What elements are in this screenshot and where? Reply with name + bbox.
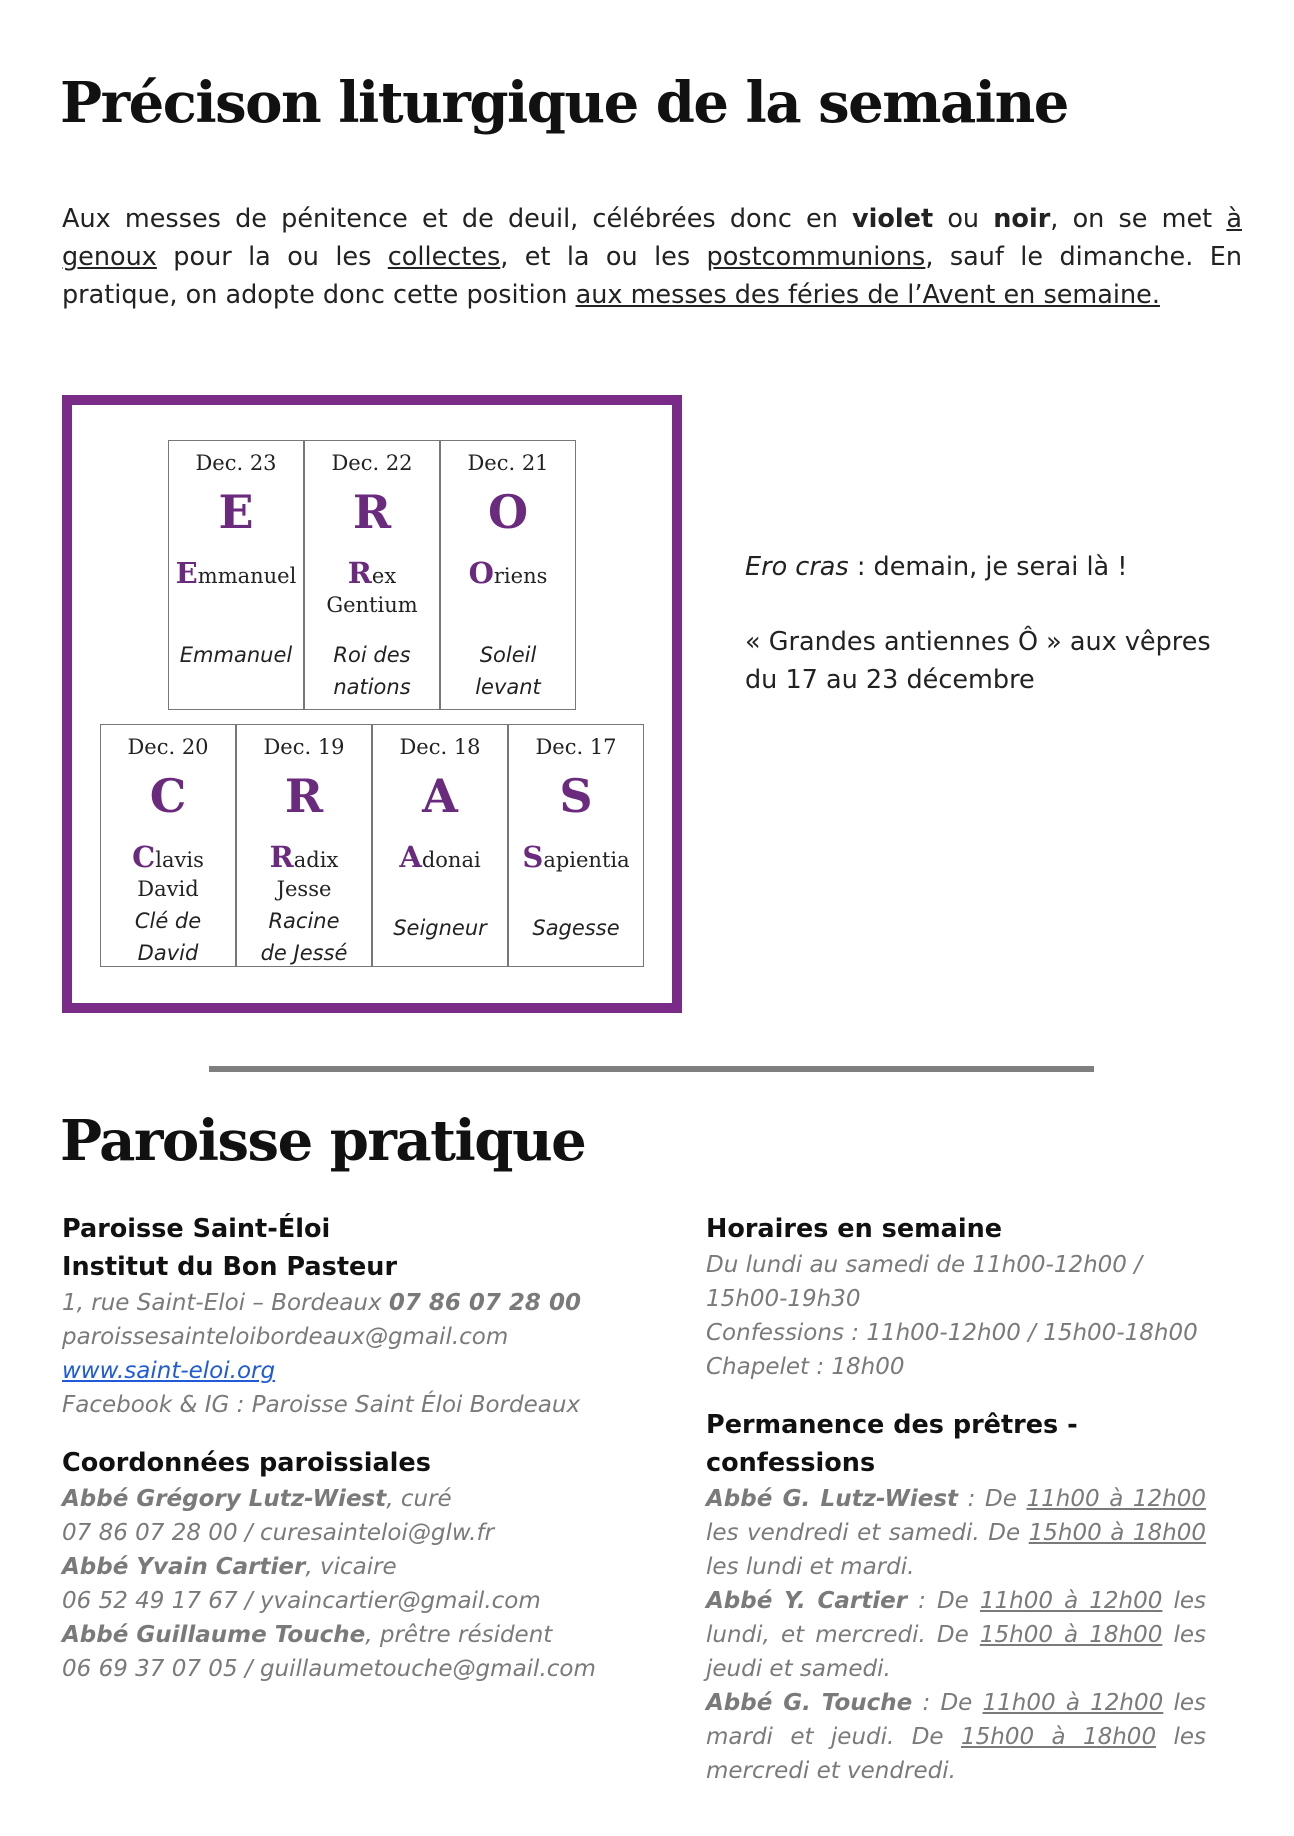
permanence-list	[706, 1482, 1206, 1788]
website-link[interactable]: www.saint-eloi.org	[62, 1358, 276, 1384]
antiphon-translation	[441, 639, 575, 703]
parish-email: paroissesainteloibordeaux@gmail.com	[62, 1324, 509, 1350]
page-title: Précison liturgique de la semaine	[60, 70, 1068, 136]
o-antiphons-figure	[62, 395, 682, 1013]
permanence-slot: 11h00 à 12h00	[979, 1588, 1163, 1614]
feries-keyword: aux messes des féries de l’Avent en semaine.	[575, 280, 1160, 310]
antiphon-latin-name-line2: David	[137, 877, 199, 901]
institute-name: Institut du Bon Pasteur	[62, 1252, 398, 1282]
permanence-slot: 15h00 à 18h00	[960, 1724, 1157, 1750]
antiphon-translation-line: Roi des	[333, 643, 411, 667]
antiphon-latin-name-line2: Gentium	[326, 593, 418, 617]
antiphon-translation-line: Racine	[268, 909, 340, 933]
antiphon-date: Dec. 18	[399, 735, 481, 759]
antiphon-name-rest: apientia	[543, 848, 630, 872]
ero-cras-text: : demain, je serai là !	[848, 552, 1128, 582]
antiphon-latin-name	[101, 840, 235, 875]
hours-list	[706, 1248, 1206, 1384]
antiphon-translation-line: Seigneur	[393, 916, 487, 940]
contacts-list	[62, 1482, 662, 1686]
permanence-slot: 15h00 à 18h00	[1028, 1520, 1207, 1546]
permanence-entry	[706, 1584, 1206, 1686]
parish-phone: 07 86 07 28 00	[388, 1290, 581, 1316]
antiphon-letter: E	[218, 485, 254, 539]
antiphon-cell	[304, 440, 440, 710]
noir-keyword: noir	[993, 204, 1051, 234]
permanence-text: les mardi et jeudi. De	[706, 1690, 1207, 1750]
permanence-text: : De	[958, 1486, 1027, 1512]
permanence-text: les lundi, et mercredi. De	[706, 1588, 1206, 1648]
antiphon-cell	[168, 440, 304, 710]
permanence-entry	[706, 1686, 1206, 1788]
priest-name: Abbé G. Touche	[706, 1690, 913, 1716]
ero-cras-italic: Ero cras	[745, 552, 849, 582]
antiphon-letter: R	[352, 485, 392, 539]
permanence-entry	[706, 1482, 1206, 1584]
antiphon-cell	[508, 724, 644, 967]
permanence-text: : De	[907, 1588, 980, 1614]
contact-entry	[62, 1618, 662, 1652]
antiphon-date: Dec. 23	[195, 451, 277, 475]
antiphon-letter: A	[422, 769, 458, 823]
antiphon-letter: R	[284, 769, 324, 823]
antiphon-translation-line: levant	[475, 675, 541, 699]
intro-text: , sauf le dimanche. En pratique, on adopte donc cette position	[62, 242, 1242, 310]
antiphon-date: Dec. 20	[127, 735, 209, 759]
antiphon-translation	[305, 639, 439, 703]
parish-info-column	[62, 1210, 662, 1686]
hours-title: Horaires en semaine	[706, 1214, 1003, 1244]
antiphon-latin-name	[169, 556, 303, 591]
section-divider	[209, 1066, 1094, 1072]
contact-name: Abbé Guillaume Touche	[62, 1622, 366, 1648]
contact-entry	[62, 1482, 662, 1516]
schedule-column	[706, 1210, 1206, 1788]
antiphon-date: Dec. 17	[535, 735, 617, 759]
hours-line: Chapelet : 18h00	[706, 1354, 905, 1380]
address: 1, rue Saint-Eloi – Bordeaux	[62, 1290, 389, 1316]
antiphon-letter: S	[559, 769, 593, 823]
antiphon-name-initial: E	[175, 556, 198, 590]
contact-role: , vicaire	[305, 1554, 397, 1580]
antiphon-date: Dec. 22	[331, 451, 413, 475]
contacts-title: Coordonnées paroissiales	[62, 1448, 431, 1478]
antiphon-cell	[440, 440, 576, 710]
ero-cras-caption	[745, 548, 1215, 586]
hours-line: Du lundi au samedi de 11h00-12h00 / 15h00-19h30	[706, 1252, 1143, 1312]
intro-text: pour la ou les	[156, 242, 388, 272]
contact-role: , prêtre résident	[365, 1622, 553, 1648]
contact-name: Abbé Grégory Lutz-Wiest	[62, 1486, 387, 1512]
antiphon-name-rest: lavis	[155, 848, 204, 872]
antiphon-letter: C	[149, 769, 187, 823]
antiphon-translation-line: Emmanuel	[179, 643, 293, 667]
antiphon-translation-line: de Jessé	[260, 941, 348, 965]
permanence-text: : De	[912, 1690, 983, 1716]
contact-details: 06 52 49 17 67 / yvaincartier@gmail.com	[62, 1588, 541, 1614]
antiphon-name-rest: mmanuel	[197, 564, 297, 588]
permanence-slot: 11h00 à 12h00	[982, 1690, 1164, 1716]
priest-name: Abbé Y. Cartier	[706, 1588, 908, 1614]
grandes-antiennes-caption: « Grandes antiennes Ô » aux vêpres du 17 au 23 décembre	[745, 627, 1211, 695]
contact-details: 06 69 37 07 05 / guillaumetouche@gmail.com	[62, 1656, 596, 1682]
antiphon-date: Dec. 21	[467, 451, 549, 475]
antiphon-translation	[373, 912, 507, 944]
antiphon-name-initial: A	[399, 840, 422, 874]
parish-name: Paroisse Saint-Éloi	[62, 1214, 331, 1244]
permanence-text: les vendredi et samedi. De	[706, 1520, 1029, 1546]
violet-keyword: violet	[852, 204, 934, 234]
contact-name: Abbé Yvain Cartier	[62, 1554, 306, 1580]
antiphon-translation	[509, 912, 643, 944]
collectes-keyword: collectes	[387, 242, 501, 272]
antiphon-translation-line: Sagesse	[532, 916, 620, 940]
permanence-text: les lundi et mardi.	[706, 1554, 915, 1580]
permanence-title: Permanence des prêtres - confessions	[706, 1410, 1078, 1478]
antiphon-name-initial: R	[269, 840, 294, 874]
antiphon-name-initial: O	[468, 556, 494, 590]
antiphon-letter: O	[487, 485, 529, 539]
antiphon-name-rest: riens	[493, 564, 548, 588]
antiphon-name-rest: donai	[421, 848, 481, 872]
permanence-slot: 15h00 à 18h00	[979, 1622, 1163, 1648]
intro-text: Aux messes de pénitence et de deuil, célébrées donc en	[62, 204, 853, 234]
permanence-slot: 11h00 à 12h00	[1026, 1486, 1207, 1512]
antiphon-latin-name	[509, 840, 643, 875]
intro-text: ou	[933, 204, 994, 234]
antiphon-date: Dec. 19	[263, 735, 345, 759]
address-line	[62, 1286, 662, 1320]
antiphon-cell	[236, 724, 372, 967]
postcommunions-keyword: postcommunions	[706, 242, 926, 272]
permanence-text: les jeudi et samedi.	[706, 1622, 1206, 1682]
social-line: Facebook & IG : Paroisse Saint Éloi Bordeaux	[62, 1392, 581, 1418]
intro-paragraph	[62, 200, 1242, 314]
genoux-keyword: à genoux	[62, 204, 1242, 272]
antiphon-translation-line: David	[137, 941, 199, 965]
antiphon-translation	[237, 905, 371, 969]
antiphon-latin-name	[305, 556, 439, 591]
contact-entry	[62, 1550, 662, 1584]
antiphon-name-initial: C	[132, 840, 156, 874]
antiphon-name-initial: R	[347, 556, 372, 590]
contact-role: , curé	[386, 1486, 452, 1512]
hours-line: Confessions : 11h00-12h00 / 15h00-18h00	[706, 1320, 1198, 1346]
intro-text: , et la ou les	[500, 242, 707, 272]
antiphon-name-rest: ex	[371, 564, 397, 588]
antiphon-name-rest: adix	[293, 848, 339, 872]
priest-name: Abbé G. Lutz-Wiest	[706, 1486, 959, 1512]
antiphon-latin-name	[237, 840, 371, 875]
antiphon-cell	[372, 724, 508, 967]
antiphon-name-initial: S	[522, 840, 544, 874]
antiphon-latin-name	[441, 556, 575, 591]
antiphon-latin-name	[373, 840, 507, 875]
antiphon-translation-line: Clé de	[134, 909, 202, 933]
contact-details: 07 86 07 28 00 / curesainteloi@glw.fr	[62, 1520, 495, 1546]
antiphon-translation	[101, 905, 235, 969]
antiphon-translation-line: nations	[333, 675, 411, 699]
antiphon-translation	[169, 639, 303, 671]
intro-text: , on se met	[1050, 204, 1227, 234]
antiphon-translation-line: Soleil	[479, 643, 537, 667]
antiphon-latin-name-line2: Jesse	[276, 877, 332, 901]
section-title-paroisse: Paroisse pratique	[60, 1108, 586, 1174]
permanence-text: les mercredi et vendredi.	[706, 1724, 1206, 1784]
antiphon-cell	[100, 724, 236, 967]
